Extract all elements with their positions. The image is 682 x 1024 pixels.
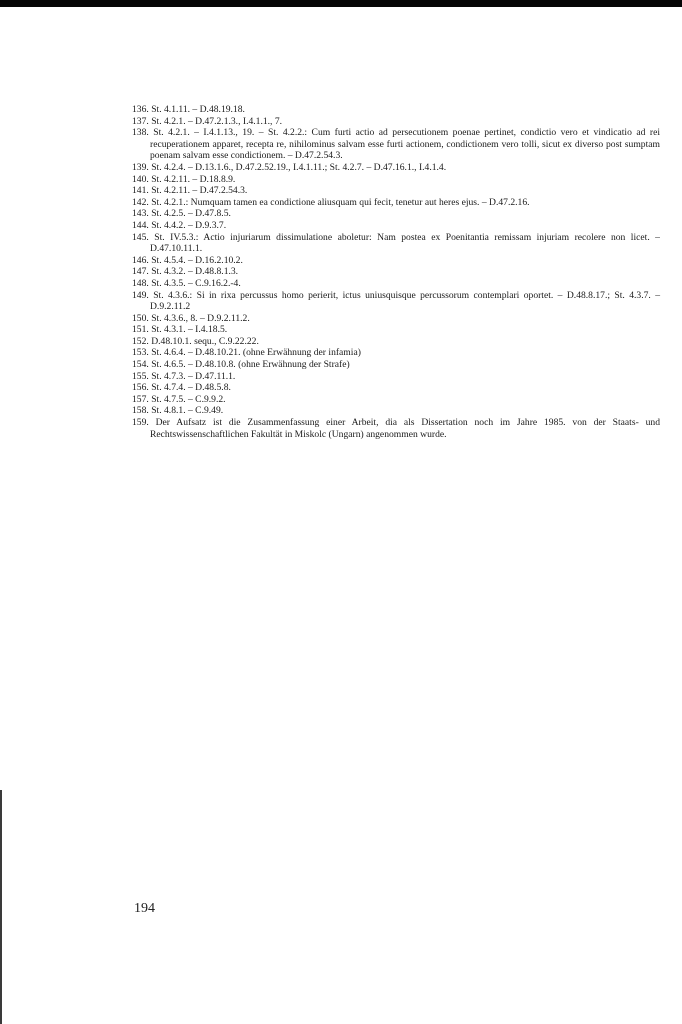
footnote (132, 371, 660, 383)
footnote-text: St. IV.5.3.: Actio injuriarum dissimulatione aboletur: Nam postea ex Poenitantia remissam injuriam recolere non licet. – D.47.10.11.1. (150, 231, 660, 255)
footnote (132, 347, 660, 359)
scan-left-edge (0, 790, 2, 1024)
footnote (132, 127, 660, 162)
footnote-number: 138. (132, 127, 149, 139)
footnote (132, 382, 660, 394)
footnote-text: St. 4.1.11. – D.48.19.18. (151, 104, 245, 115)
footnote-number: 150. (132, 312, 149, 324)
footnotes-list (132, 104, 660, 440)
footnote (132, 174, 660, 186)
footnote-text: Der Aufsatz ist die Zusammenfassung einer Arbeit, dia als Dissertation noch im Jahre 1985. von der Staats- und Rechtswissenschaftlichen Fakultät in Miskolc (Ungarn) angenommen wurde. (150, 417, 660, 440)
footnote (132, 405, 660, 417)
footnote (132, 394, 660, 406)
footnote-text: St. 4.7.3. – D.47.11.1. (151, 370, 236, 382)
footnote-number: 137. (132, 115, 149, 127)
footnote-text: St. 4.3.2. – D.48.8.1.3. (151, 266, 239, 278)
footnote-text: St. 4.2.1.: Numquam tamen ea condictione aliusquam qui fecit, tenetur aut heres ejus. – D.47.2.16. (151, 196, 530, 208)
footnote-number: 151. (132, 324, 149, 336)
footnote-text: St. 4.3.5. – C.9.16.2.-4. (151, 277, 241, 289)
footnote-number: 155. (132, 370, 149, 382)
footnote-number: 156. (132, 382, 149, 394)
footnote-text: St. 4.6.5. – D.48.10.8. (ohne Erwähnung der Strafe) (151, 359, 350, 371)
footnote-text: St. 4.7.5. – C.9.9.2. (151, 393, 226, 405)
footnote (132, 208, 660, 220)
footnote-text: St. 4.3.6., 8. – D.9.2.11.2. (151, 312, 250, 324)
footnote (132, 336, 660, 348)
footnote-number: 152. (132, 335, 149, 347)
scan-top-border (0, 0, 682, 7)
footnote-number: 136. (132, 104, 149, 115)
footnote-number: 144. (132, 219, 149, 231)
footnote-text: St. 4.7.4. – D.48.5.8. (151, 382, 231, 394)
footnote-number: 141. (132, 185, 149, 197)
footnote (132, 255, 660, 267)
footnote (132, 162, 660, 174)
footnote (132, 197, 660, 209)
footnote-text: St. 4.2.4. – D.13.1.6., D.47.2.52.19., I.4.1.11.; St. 4.2.7. – D.47.16.1., I.4.1.4. (151, 161, 447, 173)
footnote-number: 158. (132, 405, 149, 417)
footnote-text: St. 4.5.4. – D.16.2.10.2. (151, 254, 243, 266)
footnote (132, 324, 660, 336)
footnote-text: St. 4.4.2. – D.9.3.7. (151, 219, 227, 231)
footnote (132, 278, 660, 290)
footnote-number: 142. (132, 196, 149, 208)
footnote-number: 149. (132, 289, 149, 301)
footnote-number: 143. (132, 208, 149, 220)
footnote-text: St. 4.2.1. – D.47.2.1.3., I.4.1.1., 7. (151, 115, 283, 127)
footnote-number: 153. (132, 347, 149, 359)
footnote (132, 290, 660, 313)
footnote-number: 146. (132, 254, 149, 266)
footnote (132, 359, 660, 371)
footnote-text: St. 4.3.6.: Si in rixa percussus homo perierit, ictus uniusquisque percussorum contemplari oportet. – D.48.8.17.; St. 4.3.7. – D.9.2.11.2 (150, 289, 660, 313)
footnote-text: St. 4.3.1. – I.4.18.5. (151, 324, 228, 336)
footnote (132, 266, 660, 278)
footnote-number: 147. (132, 266, 149, 278)
footnote-number: 139. (132, 161, 149, 173)
footnote (132, 220, 660, 232)
footnote-number: 140. (132, 173, 149, 185)
footnote (132, 116, 660, 128)
footnote-number: 148. (132, 277, 149, 289)
footnote-text: St. 4.2.11. – D.18.8.9. (151, 173, 236, 185)
footnote-number: 159. (132, 417, 149, 429)
footnote-number: 154. (132, 359, 149, 371)
footnote-text: St. 4.2.5. – D.47.8.5. (151, 208, 231, 220)
footnote (132, 185, 660, 197)
footnote (132, 313, 660, 325)
footnote-text: St. 4.2.1. – I.4.1.13., 19. – St. 4.2.2.: Cum furti actio ad persecutionem poenae pertinet, condictio vero et vindicatio ad rei recuperationem apparet, recepta re, nihilominus salvam esse furti actionem, condictionem vero tolli, sicut ex diverso post sumptam poenam salvam esse condictionem. – D.47.2.54.3. (150, 127, 660, 162)
footnote-number: 145. (132, 231, 149, 243)
footnote (132, 417, 660, 440)
footnote-text: D.48.10.1. sequ., C.9.22.22. (151, 335, 259, 347)
footnote-text: St. 4.8.1. – C.9.49. (151, 405, 224, 417)
footnote (132, 232, 660, 255)
footnote-text: St. 4.6.4. – D.48.10.21. (ohne Erwähnung der infamia) (151, 347, 361, 359)
footnote (132, 104, 660, 116)
page-number: 194 (134, 901, 155, 916)
footnote-number: 157. (132, 393, 149, 405)
footnote-text: St. 4.2.11. – D.47.2.54.3. (151, 185, 248, 197)
